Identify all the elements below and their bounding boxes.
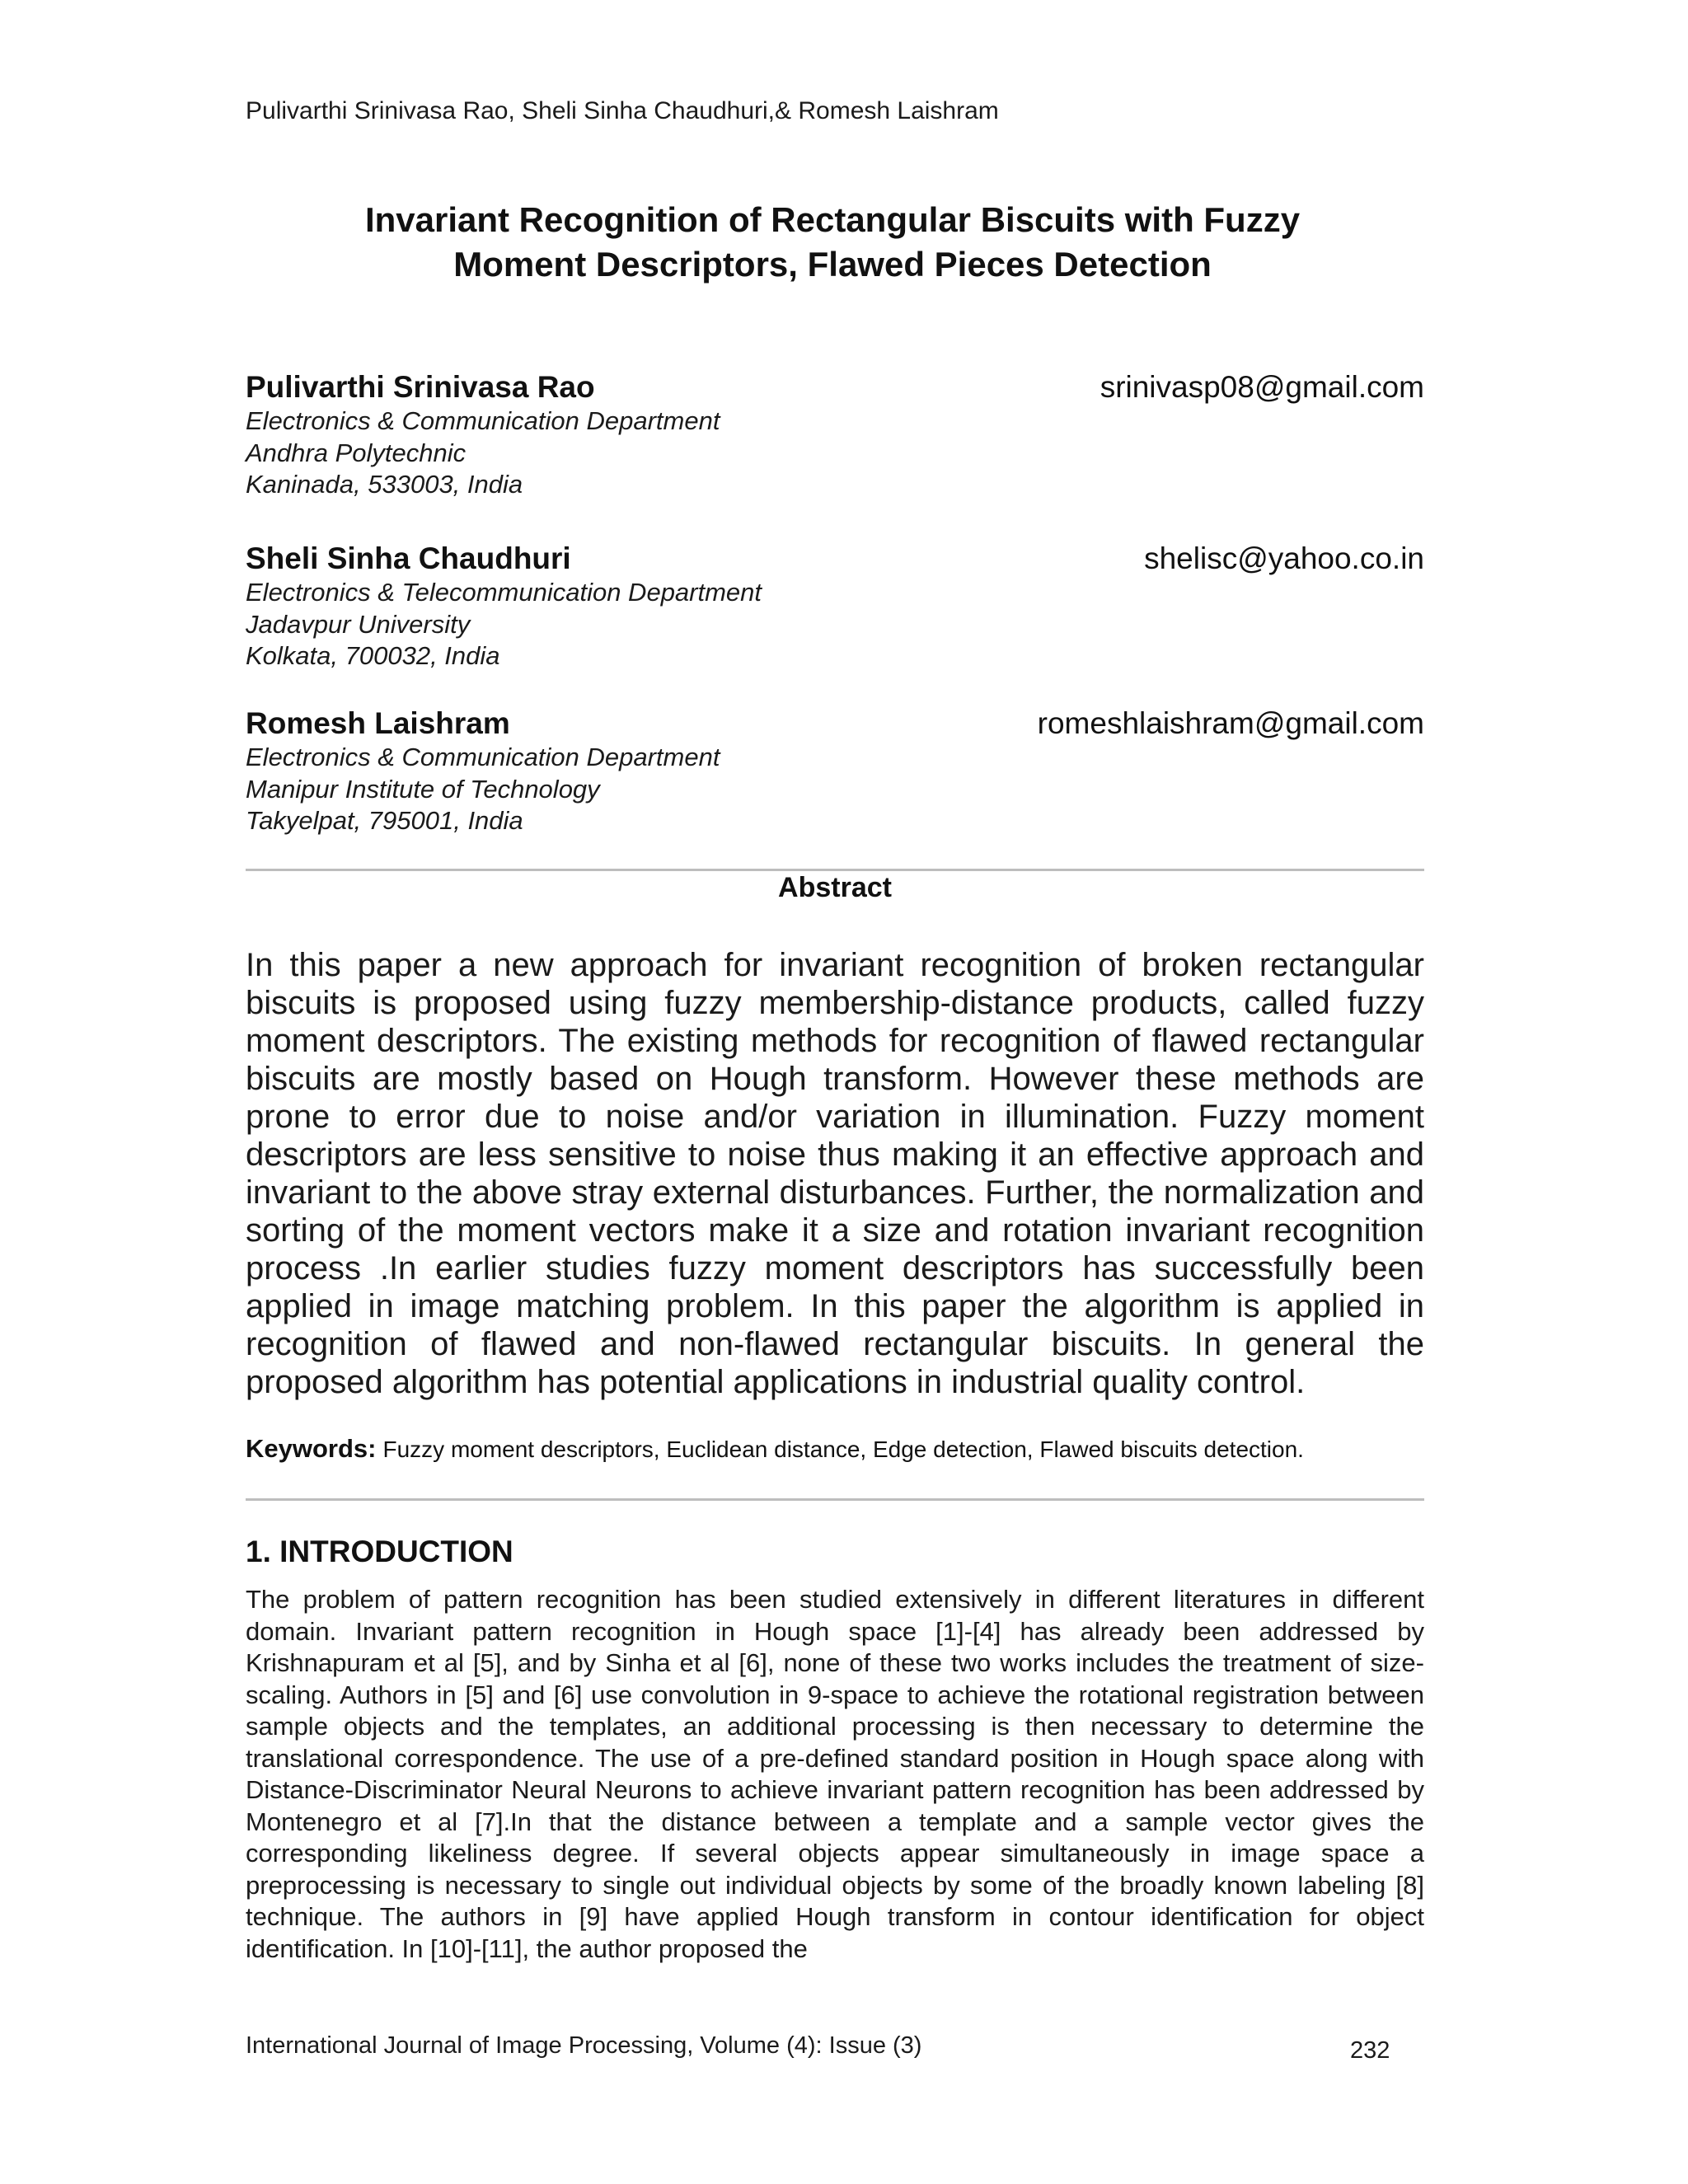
affiliation-location: Takyelpat, 795001, India bbox=[246, 806, 523, 835]
footer-journal: International Journal of Image Processing, Volume (4): Issue (3) bbox=[246, 2032, 922, 2059]
affiliation-department: Electronics & Telecommunication Department bbox=[246, 578, 762, 607]
keywords bbox=[246, 1434, 1424, 1465]
keywords-label: Keywords: bbox=[246, 1434, 377, 1463]
affiliation-institution: Manipur Institute of Technology bbox=[246, 774, 600, 804]
author-name: Sheli Sinha Chaudhuri bbox=[246, 541, 571, 575]
author-name: Romesh Laishram bbox=[246, 706, 510, 740]
introduction-text: The problem of pattern recognition has been studied extensively in different literatures in different domain. Invariant pattern recognition in Hough space [1]-[4] has already been addressed by Krishnapuram et al [5], and by Sinha et al [6], none of these two works includes the treatment of size-scaling. Authors in [5] and [6] use convolution in 9-space to achieve the rotational registration between sample objects and the templates, an additional processing is then necessary to determine the translational correspondence. The use of a pre-defined standard position in Hough space along with Distance-Discriminator Neural Neurons to achieve invariant pattern recognition has been addressed by Montenegro et al [7].In that the distance between a template and a sample vector gives the corresponding likeliness degree. If several objects appear simultaneously in image space a preprocessing is necessary to single out individual objects by some of the broadly known labeling [8] technique. The authors in [9] have applied Hough transform in contour identification for object identification. In [10]-[11], the author proposed the bbox=[246, 1585, 1424, 1963]
affiliation-institution: Andhra Polytechnic bbox=[246, 438, 467, 467]
author-block-2 bbox=[246, 541, 1424, 673]
affiliation-location: Kolkata, 700032, India bbox=[246, 641, 500, 670]
section-heading-introduction: 1. INTRODUCTION bbox=[246, 1535, 513, 1568]
affiliation-location: Kaninada, 533003, India bbox=[246, 470, 523, 499]
title-line-2: Moment Descriptors, Flawed Pieces Detection bbox=[453, 245, 1212, 284]
paper-title bbox=[206, 198, 1459, 287]
affiliation-department: Electronics & Communication Department bbox=[246, 406, 720, 435]
author-email[interactable]: srinivasp08@gmail.com bbox=[1100, 370, 1424, 404]
running-header: Pulivarthi Srinivasa Rao, Sheli Sinha Chaudhuri,& Romesh Laishram bbox=[246, 97, 999, 124]
affiliation-department: Electronics & Communication Department bbox=[246, 743, 720, 771]
footer-page-number: 232 bbox=[1350, 2037, 1390, 2064]
author-block-1 bbox=[246, 369, 1424, 501]
affiliation-institution: Jadavpur University bbox=[246, 609, 471, 639]
author-email[interactable]: shelisc@yahoo.co.in bbox=[1144, 541, 1424, 575]
author-block-3 bbox=[246, 705, 1424, 837]
keywords-text: Fuzzy moment descriptors, Euclidean distance, Edge detection, Flawed biscuits detection. bbox=[382, 1436, 1304, 1462]
divider-top bbox=[246, 869, 1424, 871]
divider-bottom bbox=[246, 1498, 1424, 1501]
abstract-heading: Abstract bbox=[778, 872, 892, 903]
abstract-text: In this paper a new approach for invariant recognition of broken rectangular biscuits is proposed using fuzzy membership-distance products, called fuzzy moment descriptors. The existing methods for recognition of flawed rectangular biscuits are mostly based on Hough transform. However these methods are prone to error due to noise and/or variation in illumination. Fuzzy moment descriptors are less sensitive to noise thus making it an effective approach and invariant to the above stray external disturbances. Further, the normalization and sorting of the moment vectors make it a size and rotation invariant recognition process .In earlier studies fuzzy moment descriptors has successfully been applied in image matching problem. In this paper the algorithm is applied in recognition of flawed and non-flawed rectangular biscuits. In general the proposed algorithm has potential applications in industrial quality control. bbox=[246, 947, 1424, 1400]
author-email[interactable]: romeshlaishram@gmail.com bbox=[1037, 706, 1424, 740]
author-name: Pulivarthi Srinivasa Rao bbox=[246, 370, 595, 404]
title-line-1: Invariant Recognition of Rectangular Biscuits with Fuzzy bbox=[364, 200, 1301, 239]
